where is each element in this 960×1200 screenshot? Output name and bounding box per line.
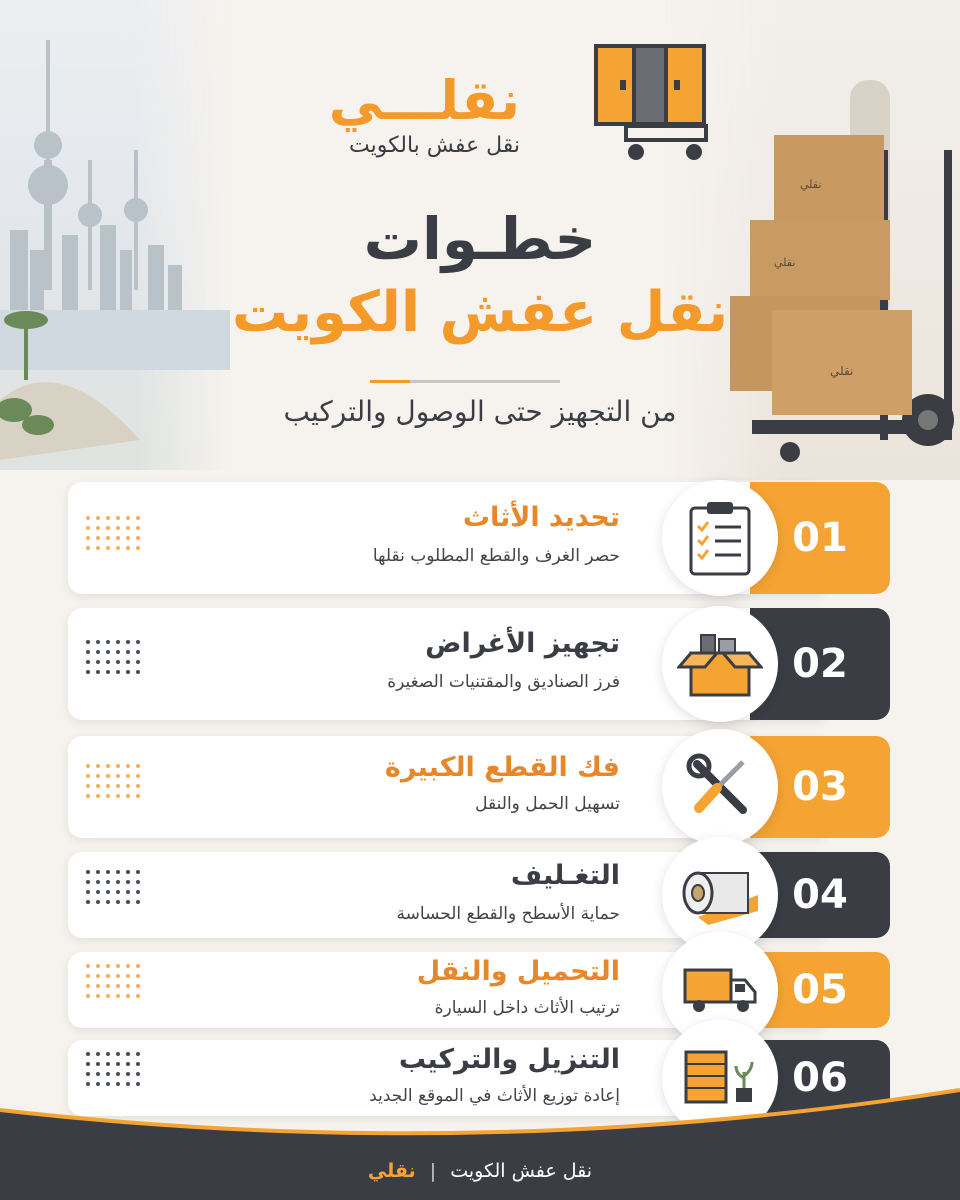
footer-wave [0, 1080, 960, 1200]
step-icon-circle [662, 729, 778, 845]
page-subtitle: من التجهيز حتى الوصول والتركيب [283, 395, 677, 428]
clipboard-icon [687, 500, 753, 576]
step-description: حماية الأسطح والقطع الحساسة [396, 904, 620, 924]
brand-logo [330, 40, 710, 170]
truck-icon [681, 964, 759, 1016]
box-label: نقلي [830, 364, 854, 378]
step-number: 02 [750, 608, 890, 720]
step-card-3 [68, 736, 890, 838]
footer-separator: | [429, 1160, 437, 1182]
tools-icon [685, 752, 755, 822]
step-description: فرز الصناديق والمقتنيات الصغيرة [387, 672, 620, 692]
step-number: 04 [750, 852, 890, 938]
footer-brand: نقلي [367, 1160, 416, 1182]
step-card-1 [68, 482, 890, 594]
step-number: 01 [750, 482, 890, 594]
page-title-line2: نقل عفش الكويت [231, 280, 729, 345]
footer [0, 1160, 960, 1182]
step-card-5 [68, 952, 890, 1028]
step-description: إعادة توزيع الأثاث في الموقع الجديد [369, 1086, 620, 1106]
title-divider [370, 380, 560, 383]
decorative-dots [86, 764, 140, 798]
step-description: حصر الغرف والقطع المطلوب نقلها [372, 546, 620, 566]
step-icon-circle [662, 606, 778, 722]
open-box-icon [677, 629, 763, 699]
decorative-dots [86, 516, 140, 550]
box-label: نقلي [774, 256, 796, 269]
decorative-dots [86, 964, 140, 998]
step-title: تجهيز الأغراض [425, 628, 620, 659]
step-card-4 [68, 852, 890, 938]
step-title: التحميل والنقل [416, 956, 620, 987]
wrap-roll-icon [678, 865, 762, 925]
step-icon-circle [662, 480, 778, 596]
decorative-dots [86, 640, 140, 674]
step-number: 05 [750, 952, 890, 1028]
box-label: نقلي [800, 178, 822, 191]
brand-name: نقلـــي [328, 69, 520, 132]
decorative-dots [86, 870, 140, 904]
step-description: تسهيل الحمل والنقل [475, 794, 620, 814]
step-description: ترتيب الأثاث داخل السيارة [434, 998, 620, 1018]
page-title-line1: خطـوات [363, 205, 597, 273]
wardrobe-on-dolly-icon [590, 40, 710, 165]
step-card-2 [68, 608, 890, 720]
step-title: فك القطع الكبيرة [384, 752, 620, 783]
step-title: التغـليف [510, 860, 620, 891]
step-number: 06 [750, 1040, 890, 1116]
step-title: تحديد الأثاث [462, 502, 620, 533]
footer-text: نقل عفش الكويت [450, 1160, 593, 1182]
step-number: 03 [750, 736, 890, 838]
brand-tagline: نقل عفش بالكويت [349, 133, 520, 158]
step-title: التنزيل والتركيب [398, 1044, 620, 1075]
